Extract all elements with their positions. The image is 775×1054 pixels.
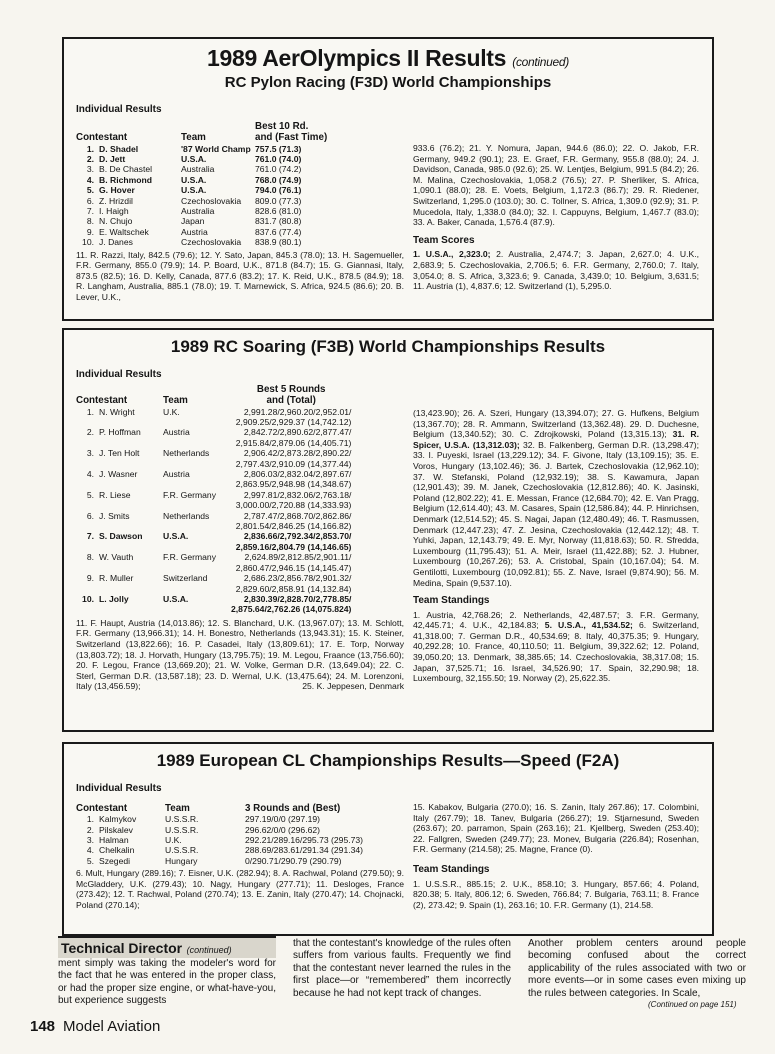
col-team: Team	[165, 802, 190, 814]
score-line: 2,836.66/2,792.34/2,853.70/	[243, 531, 352, 542]
col-contestant: Contestant	[76, 802, 128, 814]
name-cell: N. Wright	[99, 406, 135, 417]
main-title: 1989 AerOlympics II Results (continued)	[207, 45, 569, 71]
article-column-1: ment simply was taking the modeler's word for the fact that he was entered in the proper class, or had the proper size engine, or what-have-you, but experience suggests	[58, 958, 276, 1007]
rank-cell: 2.	[86, 154, 94, 164]
pylon-team-label: Team Scores	[413, 234, 475, 246]
table-row	[76, 427, 351, 448]
technical-director-heading: Technical Director (continued)	[58, 936, 276, 958]
team-cell: U.S.A.	[163, 593, 189, 604]
soaring-title: 1989 RC Soaring (F3B) World Championships Results	[170, 337, 606, 356]
score-cell	[231, 531, 351, 552]
name-cell: D. Jett	[99, 154, 126, 164]
score-cell	[231, 511, 351, 532]
rank-cell: 3.	[86, 448, 94, 459]
name-cell: J. Wasner	[99, 469, 138, 480]
col-team: Team	[163, 395, 188, 407]
col-contestant: Contestant	[76, 395, 128, 407]
rank-cell: 4.	[86, 469, 94, 480]
score-line: 2,997.81/2,832.06/2,763.18/	[243, 489, 352, 500]
score-line: 2,860.47/2,946.15 (14,145.47)	[235, 562, 352, 573]
name-cell: J. Danes	[99, 237, 133, 248]
score-cell: 296.62/0/0 (296.62)	[245, 824, 321, 835]
name-cell: Szegedi	[99, 855, 131, 866]
team-cell: Netherlands	[163, 510, 210, 521]
soaring-results-box	[62, 328, 714, 732]
score-line: 2,624.89/2,812.85/2,901.11/	[244, 552, 352, 563]
team-cell: Austria	[163, 469, 190, 480]
speed-results-table	[76, 803, 363, 867]
pylon-results-table	[76, 121, 327, 248]
page-number: 148	[30, 1018, 56, 1035]
soaring-results-table	[76, 384, 351, 615]
team-cell: Austria	[181, 226, 208, 237]
team-cell: Austria	[163, 427, 190, 438]
table-row	[76, 154, 327, 164]
speed-individual-label: Individual Results	[76, 783, 162, 794]
continued-note: (Continued on page 151)	[648, 1000, 737, 1009]
table-row	[76, 237, 327, 247]
soaring-left-column	[76, 370, 404, 692]
soaring-team-label: Team Standings	[413, 595, 490, 607]
score-line: 2,797.43/2,910.09 (14,377.44)	[235, 458, 352, 469]
name-cell: J. Ten Holt	[99, 448, 140, 459]
table-row	[76, 490, 351, 511]
rank-cell: 9.	[86, 226, 94, 237]
team-cell: Switzerland	[163, 573, 208, 584]
table-row	[76, 227, 327, 237]
table-row	[76, 835, 363, 845]
table-row	[76, 814, 363, 824]
rank-cell: 4.	[86, 174, 94, 185]
table-row	[76, 164, 327, 174]
name-cell: P. Hoffman	[99, 427, 141, 438]
team-cell: Australia	[181, 206, 215, 217]
soaring-left-para: 11. F. Haupt, Austria (14,013.86); 12. S. Blanchard, U.K. (13,967.07); 13. M. Schlott, F.R. Germany (13,966.31); 14. H. Bonestro, Netherlands (13,943.31); 15. K. Steiner, Switzerland (13,822.66); 16. P. Casadei, Italy (13,809.61); 17. E. Torp, Norway (13,803.72); 18. J. Horvath, Hungary (13,795.75); 19. M. Legou, Fraance (13,756.60); 20. F. Legou, France (13,669.20); 21. W. Volke, German D.R. (13,649.04); 22. C. Sterl, German D.R. (13,587.18); 23. D. Wernal, U.K. (13,475.64); 24. M. Lorenzoni, Italy (13,456.59);	[76, 617, 404, 692]
article-column-3: Another problem centers around people becoming confused about the correct applicability of the rules associated with two or more events—or in some cases even mixing up the rules between categories. In Scale,	[528, 938, 746, 999]
team-cell: U.S.A.	[163, 531, 189, 542]
pylon-left-column	[76, 105, 404, 303]
name-cell: L. Jolly	[99, 593, 129, 604]
score-cell: 292.21/289.16/295.73 (295.73)	[245, 834, 364, 845]
speed-left-column	[76, 784, 404, 911]
speed-title: 1989 European CL Championships Results—Speed (F2A)	[156, 751, 620, 770]
table-row	[76, 856, 363, 866]
score-cell: 809.0 (77.3)	[255, 195, 302, 206]
table-row	[76, 407, 351, 428]
article-column-2: that the contestant's knowledge of the rules often suffers from various faults. Frequently we find that the contestant never learned the rules in the first place—or “remembered” them incorrectly because he had not kept track of changes.	[293, 938, 511, 999]
rank-cell: 5.	[86, 489, 94, 500]
name-cell: D. Shadel	[99, 143, 139, 154]
rank-cell: 5.	[86, 185, 94, 196]
score-cell	[231, 427, 351, 448]
rank-cell: 3.	[86, 164, 94, 175]
soaring-right-column	[413, 408, 699, 684]
score-cell	[231, 469, 351, 490]
table-row	[76, 185, 327, 195]
table-row	[76, 206, 327, 216]
page-footer	[30, 1018, 160, 1035]
name-cell: I. Haigh	[99, 206, 129, 217]
score-cell: 757.5 (71.3)	[255, 143, 302, 154]
col-score: 3 Rounds and (Best)	[245, 802, 341, 814]
name-cell: N. Chujo	[99, 216, 133, 227]
table-row	[76, 216, 327, 226]
score-cell	[231, 573, 351, 594]
team-cell: Czechoslovakia	[181, 195, 242, 206]
score-cell: 794.0 (76.1)	[255, 185, 302, 196]
table-row	[76, 594, 351, 615]
rank-cell: 10.	[82, 237, 94, 248]
rank-cell: 1.	[86, 406, 94, 417]
pylon-individual-label: Individual Results	[76, 104, 162, 115]
team-cell: F.R. Germany	[163, 552, 217, 563]
rank-cell: 7.	[86, 206, 94, 217]
name-cell: R. Muller	[99, 573, 134, 584]
team-cell: U.S.S.R.	[165, 824, 199, 835]
speed-team-label: Team Standings	[413, 863, 490, 875]
rank-cell: 6.	[86, 195, 94, 206]
team-cell: U.S.A.	[181, 174, 207, 185]
team-cell: Japan	[181, 216, 205, 227]
rank-cell: 8.	[86, 552, 94, 563]
score-cell: 761.0 (74.0)	[255, 154, 302, 164]
score-cell	[231, 490, 351, 511]
rank-cell: 2.	[86, 824, 94, 835]
team-cell: U.K.	[163, 406, 180, 417]
name-cell: R. Liese	[99, 489, 131, 500]
table-row	[76, 469, 351, 490]
col-score: Best 10 Rd. and (Fast Time)	[255, 120, 328, 144]
table-row	[76, 196, 327, 206]
table-row	[76, 175, 327, 185]
score-line: 2,806.03/2,832.04/2,897.67/	[243, 469, 352, 480]
pylon-results-box	[62, 37, 714, 321]
score-line: 2,830.39/2,828.70/2,778.85/	[243, 593, 352, 604]
score-cell: 828.6 (81.0)	[255, 206, 302, 217]
team-cell: Australia	[181, 164, 215, 175]
score-line: 2,859.16/2,804.79 (14,146.65)	[235, 541, 352, 552]
score-cell: 288.69/283.61/291.34 (291.34)	[245, 845, 364, 856]
table-row	[76, 448, 351, 469]
col-score: Best 5 Rounds and (Total)	[256, 383, 326, 407]
score-cell: 838.9 (80.1)	[255, 237, 302, 248]
rank-cell: 10.	[82, 593, 94, 604]
soaring-team-standings: 1. Austria, 42,768.26; 2. Netherlands, 42,487.57; 3. F.R. Germany, 42,445.71; 4. U.K., 42,184.83; 5. U.S.A., 41,534.52; 6. Switzerland, 41,318.00; 7. German D.R., 40,534.69; 8. Italy, 40,375.35; 9. Hungary, 40,292.28; 10. France, 40,110.50; 11. Belgium, 39,322.62; 12. Poland, 39,050.20; 13. Denmark, 38,385.65; 14. Czechoslovakia, 38,317.08; 15. Japan, 37,525.71; 16. Israel, 34,526.90; 17. Spain, 32,290.98; 18. Luxembourg, 32,155.50; 19. Norway (2), 25,622.35.	[413, 609, 700, 684]
team-cell: U.S.S.R.	[165, 814, 199, 825]
speed-results-box	[62, 742, 714, 936]
continued-label: (continued)	[512, 55, 569, 69]
table-row	[76, 511, 351, 532]
rank-cell: 1.	[86, 814, 94, 825]
score-line: 2,909.25/2,929.37 (14,742.12)	[235, 417, 352, 427]
score-line: 2,915.84/2,879.06 (14,405.71)	[235, 437, 352, 448]
team-cell: Hungary	[165, 855, 198, 866]
soaring-individual-label: Individual Results	[76, 369, 162, 380]
score-line: 2,863.95/2,948.98 (14,348.67)	[235, 479, 352, 490]
soaring-left-tail: 25. K. Jeppesen, Denmark	[302, 681, 404, 692]
score-line: 3,000.00/2,720.88 (14,333.93)	[235, 500, 352, 511]
name-cell: W. Vauth	[99, 552, 134, 563]
pylon-team-scores: 1. U.S.A., 2,323.0; 2. Australia, 2,474.7; 3. Japan, 2,627.0; 4. U.K., 2,683.9; 5. Czechoslovakia, 2,706.5; 6. F.R. Germany, 2,760.0; 7. Italy, 3,054.0; 8. S. Africa, 3,323.6; 9. Canada, 3,439.0; 10. Belgium, 3,631.5; 11. Austria (1), 4,837.6; 12. Switzerland (1), 5,295.0.	[413, 249, 699, 292]
pylon-right-column	[413, 143, 699, 292]
score-line: 2,787.47/2,868.70/2,862.86/	[243, 510, 352, 521]
score-line: 2,829.60/2,858.91 (14,132.84)	[235, 583, 352, 594]
score-cell: 837.6 (77.4)	[255, 226, 302, 237]
team-cell: F.R. Germany	[163, 489, 217, 500]
score-cell: 768.0 (74.9)	[255, 174, 302, 185]
team-cell: Netherlands	[163, 448, 210, 459]
score-cell	[231, 552, 351, 573]
score-cell	[231, 448, 351, 469]
soaring-right-para: (13,423.90); 26. A. Szeri, Hungary (13,394.07); 27. G. Hufkens, Belgium (13,367.70); 28. R. Ammann, Switzerland (13,362.48). 29. D. Duchesne, Belgium (13,340.52); 30. C. Zdrojkowski, Poland (13,315.13); 31. R. Spicer, U.S.A. (13,312.03); 32. B. Falkenberg, German D.R. (13,298.47); 33. I. Puyeski, Israel (13,229.12); 34. F. Givone, Italy (13,109.15); 35. E. Voros, Hungary (13,102.46); 36. J. Bartek, Czechoslovakia (12,962.10); 37. W. Stefanski, Poland (12,932.19); 38. S. Kawamura, Japan (12,901.43); 39. M. Janek, Czechoslovakia (12,812.86); 40. K. Jasinski, Poland (12,802.22); 41. E. Messan, France (12,684.70); 42. E. Van Pragg, Belgium (12,614.40); 43. M. Casares, Spain (12,586.84); 44. P. Hinrichsen, Denmark (12,514.52); 45. S. Nagai, Japan (12,480.49); 46. T. Rasmussen, Denmark (12,447.23); 47. Z. Jesina, Czechoslovakia (12,442.12); 48. T. Yuhki, Japan, 12,143.79; 49. E. Myr, Norway (11,818.63); 50. R. Sfredda, Luxembourg (11,795.43); 51. A. Meir, Israel (11,422.88); 52. J. Hubner, Luxembourg (10,267.26); 53. A. Cristobal, Spain (10,167.04); 54. M. Gentilotti, Luxembourg (10,092.81); 55. Z. Nave, Israel (9,874.90); 56. M. Medina, Spain (9,537.10).	[413, 408, 699, 588]
name-cell: G. Hover	[99, 185, 135, 196]
team-cell: Czechoslovakia	[181, 237, 242, 248]
col-contestant: Contestant	[76, 132, 128, 144]
score-cell: 761.0 (74.2)	[255, 164, 302, 175]
score-cell: 831.7 (80.8)	[255, 216, 302, 227]
name-cell: E. Waltschek	[99, 226, 149, 237]
score-line: 2,842.72/2,890.62/2,877.47/	[243, 427, 352, 438]
team-cell: U.K.	[165, 834, 182, 845]
rank-cell: 8.	[86, 216, 94, 227]
rank-cell: 9.	[86, 573, 94, 584]
rank-cell: 1.	[86, 143, 94, 154]
name-cell: B. De Chastel	[99, 164, 153, 175]
rank-cell: 6.	[86, 510, 94, 521]
score-line: 2,906.42/2,873.28/2,890.22/	[243, 448, 352, 459]
team-cell: '87 World Champ	[181, 143, 251, 154]
pylon-right-para: 933.6 (76.2); 21. Y. Nomura, Japan, 944.6 (86.0); 22. O. Jakob, F.R. Germany, 949.2 (90.1); 23. E. Graef, F.R. Germany, 955.8 (88.0); 24. J. Davidson, Canada, 985.0 (92.6); 25. W. Lentjes, Belgium, 991.5 (84.2); 26. M. Malina, Czechoslovakia, 1,058.2 (76.5); 27. P. Sherliker, S. Africa, 1,090.1 (88.0); 28. E. Voets, Belgium, 1,172.3 (86.7); 29. R. Riedener, Switzerland, 1,295.0 (103.0); 30. C. Tollner, S. Africa, 1,309.0 (92.9); 31. P. Mucedola, Italy, 1,338.0 (84.0); 32. I. Cappuyns, Belgium, 1,467.7 (83.0); 33. A. Baker, Canada, 1,576.4 (87.9).	[413, 143, 699, 228]
pylon-left-para: 11. R. Razzi, Italy, 842.5 (79.6); 12. Y. Sato, Japan, 845.3 (78.0); 13. H. Sagemueller, F.R. Germany, 855.0 (79.9); 14. P. Board, U.K., 871.8 (84.7); 15. G. Giannasi, Italy, 873.5 (82.5); 16. D. Kelly, Canada, 877.6 (83.2); 17. K. Reid, U.K., 878.5 (84.9); 18. R. Langham, Australia, 885.1 (78.0); 19. T. Marnewick, S. Africa, 924.5 (86.6); 20. B. Lever, U.K.,	[76, 249, 404, 303]
score-cell	[231, 407, 351, 428]
table-row	[76, 573, 351, 594]
name-cell: Halman	[99, 834, 129, 845]
table-row	[76, 144, 327, 154]
score-cell: 0/290.71/290.79 (290.79)	[245, 855, 342, 866]
table-row	[76, 552, 351, 573]
rank-cell: 4.	[86, 845, 94, 856]
rank-cell: 2.	[86, 427, 94, 438]
team-cell: U.S.S.R.	[165, 845, 199, 856]
score-cell	[231, 594, 351, 615]
name-cell: Chelkalin	[99, 845, 135, 856]
name-cell: J. Smits	[99, 510, 130, 521]
name-cell: B. Richmond	[99, 174, 152, 185]
rank-cell: 5.	[86, 855, 94, 866]
score-line: 2,991.28/2,960.20/2,952.01/	[243, 406, 352, 417]
col-team: Team	[181, 132, 206, 144]
speed-right-column	[413, 802, 699, 910]
magazine-name: Model Aviation	[63, 1018, 161, 1035]
name-cell: Pilskalev	[99, 824, 133, 835]
name-cell: S. Dawson	[99, 531, 143, 542]
score-cell: 297.19/0/0 (297.19)	[245, 814, 321, 825]
rank-cell: 7.	[86, 531, 94, 542]
name-cell: Kalmykov	[99, 814, 137, 825]
pylon-title: RC Pylon Racing (F3D) World Championships	[224, 74, 552, 91]
team-cell: U.S.A.	[181, 185, 207, 196]
table-row	[76, 825, 363, 835]
table-row	[76, 531, 351, 552]
rank-cell: 3.	[86, 834, 94, 845]
speed-right-para: 15. Kabakov, Bulgaria (270.0); 16. S. Zanin, Italy 267.86); 17. Colombini, Italy (267.79); 18. Tanev, Bulgaria (266.27); 19. Stjarnesund, Sweden (263.67); 20. parramon, Spain (263.16); 21. Kjellberg, Sweden (253.40); 22. Fallgren, Sweden (249.77); 23. Monev, Bulgaria (226.84); Rosenhan, F.R. Germany (214.58); 25. Magne, France (0).	[413, 802, 699, 855]
name-cell: Z. Hrizdil	[99, 195, 133, 206]
score-line: 2,686.23/2,856.78/2,901.32/	[243, 573, 352, 584]
score-line: 2,875.64/2,762.26 (14,075.824)	[231, 604, 352, 615]
speed-left-para: 6. Mult, Hungary (289.16); 7. Eisner, U.K. (282.94); 8. A. Rachwal, Poland (279.50); 9. McGladdery, U.K. (279.43); 10. Nagy, Hungary (277.71); 11. Desloges, France (273.42); 12. T. Rachwal, Poland (270.74); 13. E. Zanin, Italy (270.47); 14. Chojnacki, Poland (270.14);	[76, 868, 404, 910]
speed-team-standings: 1. U.S.S.R., 885.15; 2. U.K., 858.10; 3. Hungary, 857.66; 4. Poland, 820.38; 5. Italy, 806.12; 6. Sweden, 766.84; 7. Bulgaria, 763.11; 8. France (2), 273.42; 9. Spain (1), 263.16; 10. F.R. Germany (1), 214.58.	[413, 878, 699, 910]
team-cell: U.S.A.	[181, 154, 207, 164]
table-row	[76, 845, 363, 855]
score-line: 2,801.54/2,846.25 (14,166.82)	[235, 521, 352, 532]
